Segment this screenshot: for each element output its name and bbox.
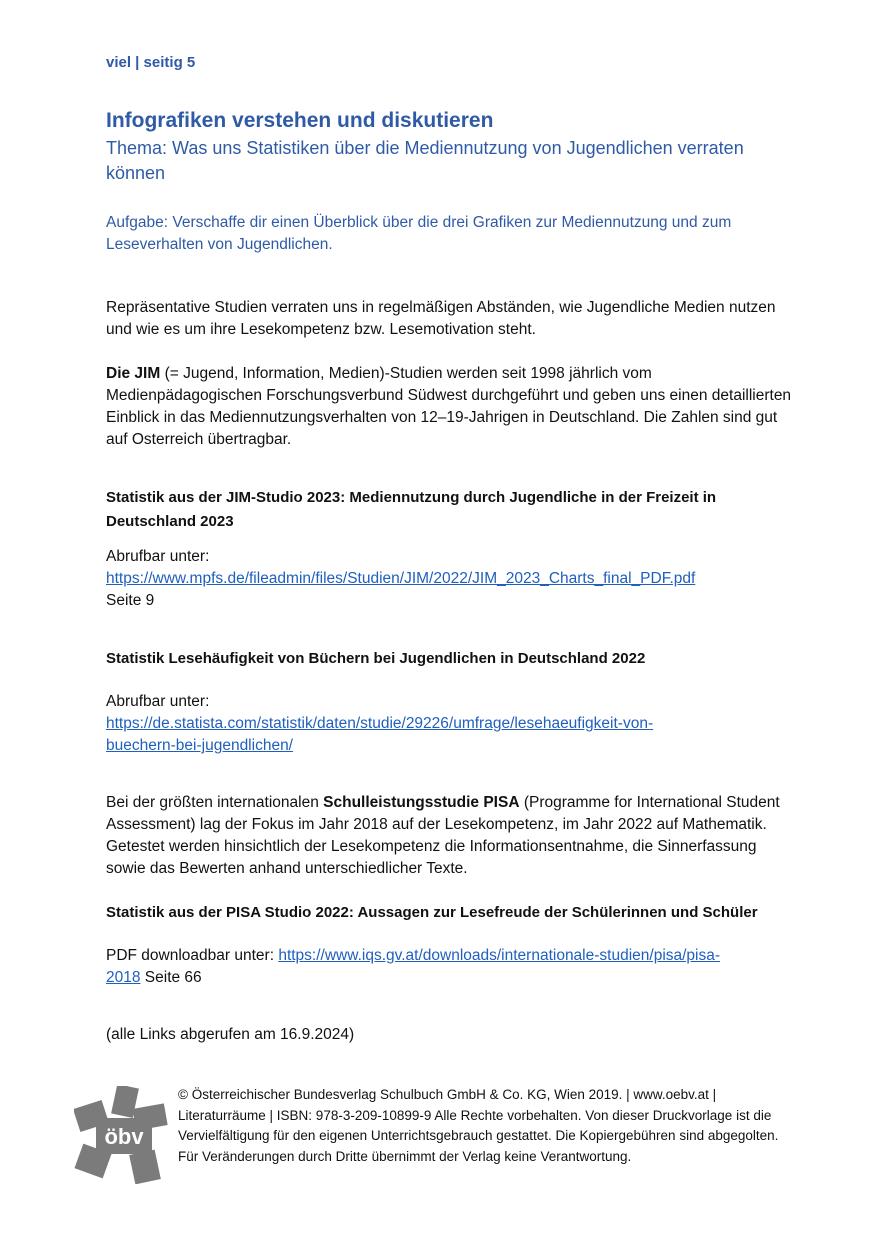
logo-text: öbv: [104, 1124, 144, 1149]
stat1-block: [106, 546, 796, 612]
stat2-block: [106, 691, 796, 757]
jim-paragraph: [106, 363, 796, 451]
page-subtitle: Thema: Was uns Statistiken über die Mediennutzung von Jugendlichen verraten können: [106, 138, 744, 183]
intro-paragraph: Repräsentative Studien verraten uns in regelmäßigen Abständen, wie Jugendliche Medien nutzen und wie es um ihre Lesekompetenz bzw. Lesemotivation steht.: [106, 299, 776, 338]
stat3-link-line2[interactable]: 2018: [106, 969, 141, 986]
jim-text: (= Jugend, Information, Medien)-Studien werden seit 1998 jährlich vom Medienpädagogischen Forschungsverbund Südwest durchgeführt und geben uns einen detaillierten Einblick in das Mediennutzungsverhalten von 12–19-Jahrigen in Deutschland. Die Zahlen sind gut auf Osterreich übertragbar.: [106, 365, 792, 448]
jim-bold: Die JIM: [106, 365, 161, 382]
stat2-heading: Statistik Lesehäufigkeit von Büchern bei Jugendlichen in Deutschland 2022: [106, 650, 646, 667]
task-instruction: Aufgabe: Verschaffe dir einen Überblick über die drei Grafiken zur Mediennutzung und zum Leseverhalten von Jugendlichen.: [106, 214, 732, 253]
stat3-page: Seite 66: [140, 969, 202, 986]
stat2-link-line2[interactable]: buechern-bei-jugendlichen/: [106, 737, 293, 754]
pisa-pre: Bei der größten internationalen: [106, 794, 324, 811]
stat3-link-line1[interactable]: https://www.iqs.gv.at/downloads/internationale-studien/pisa/pisa-: [278, 947, 721, 964]
footer-copyright: © Österreichischer Bundesverlag Schulbuch GmbH & Co. KG, Wien 2019. | www.oebv.at | Literaturräume | ISBN: 978-3-209-10899-9 Alle Rechte vorbehalten. Von dieser Druckvorlage ist die Vervielfältigung für den eigenen Unterrichtsgebrauch gestattet. Die Kopiergebühren sind abgegolten. Für Veränderungen durch Dritte übernimmt der Verlag keine Verantwortung.: [178, 1087, 779, 1164]
stat2-label: Abrufbar unter:: [106, 693, 210, 710]
stat3-heading: Statistik aus der PISA Studio 2022: Aussagen zur Lesefreude der Schülerinnen und Schüler: [106, 904, 758, 921]
stat2-link-line1[interactable]: https://de.statista.com/statistik/daten/studie/29226/umfrage/lesehaeufigkeit-von-: [106, 715, 654, 732]
stat3-label: PDF downloadbar unter:: [106, 947, 279, 964]
stat3-block: [106, 945, 796, 989]
oebv-logo: [74, 1086, 168, 1184]
links-note: (alle Links abgerufen am 16.9.2024): [106, 1026, 355, 1043]
stat1-page: Seite 9: [106, 592, 155, 609]
pisa-bold: Schulleistungsstudie PISA: [323, 794, 520, 811]
stat1-link[interactable]: https://www.mpfs.de/fileadmin/files/Studien/JIM/2022/JIM_2023_Charts_final_PDF.pdf: [106, 570, 696, 587]
page-title: Infografiken verstehen und diskutieren: [106, 109, 494, 132]
pisa-paragraph: [106, 792, 796, 880]
pisa-post: (Programme for International Student Assessment) lag der Fokus im Jahr 2018 auf der Lesekompetenz, im Jahr 2022 auf Mathematik. Getestet werden hinsichtlich der Lesekompetenz die Informationsentnahme, die Sinnerfassung sowie das Bewerten anhand unterschiedlicher Texte.: [106, 794, 780, 877]
page-header-brand: viel | seitig 5: [106, 54, 196, 71]
stat1-heading: Statistik aus der JIM-Studio 2023: Mediennutzung durch Jugendliche in der Freizeit in Deutschland 2023: [106, 489, 717, 530]
stat1-label: Abrufbar unter:: [106, 548, 210, 565]
